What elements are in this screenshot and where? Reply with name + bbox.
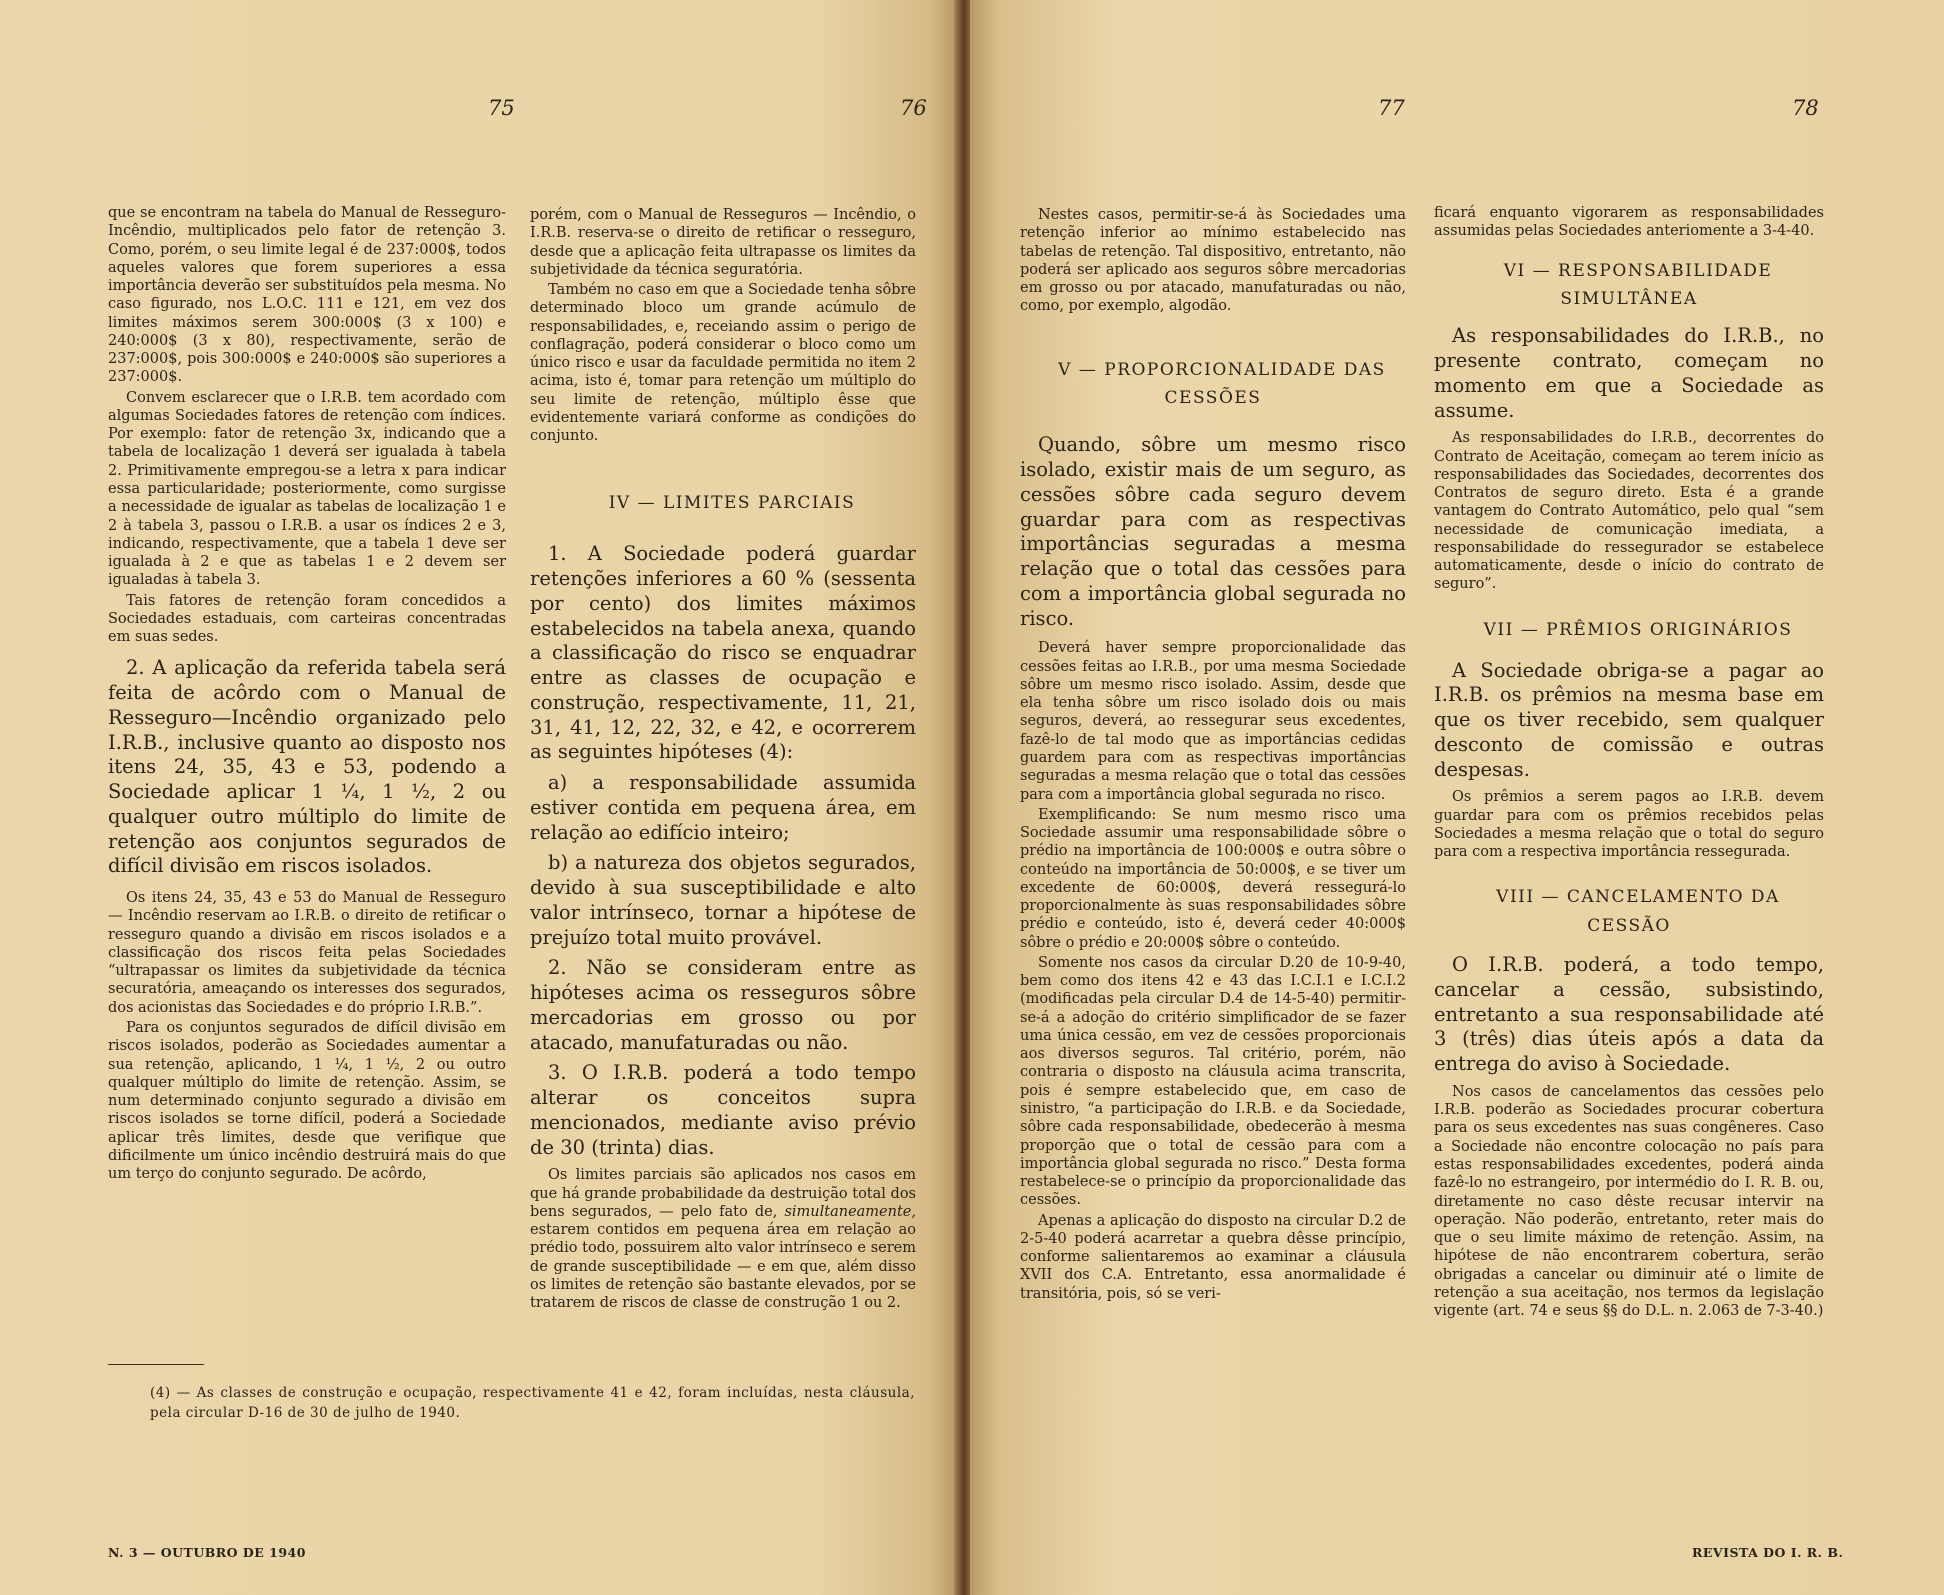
paragraph: Os itens 24, 35, 43 e 53 do Manual de Resseguro — Incêndio reservam ao I.R.B. o direito de retificar o resseguro quando a divisão em riscos isolados e a classificação dos riscos feita pelas Sociedades “ultrapassar os limites da subjetividade da técnica securatória, ameaçando os interesses dos segurados, dos acionistas das Sociedades e do próprio I.R.B.”. <box>108 890 506 1016</box>
footnote: (4) — As classes de construção e ocupação, respectivamente 41 e 42, foram incluídas, nesta cláusula, pela circular D-16 de 30 de julho de 1940. <box>150 1385 915 1421</box>
paragraph-main: 2. Não se consideram entre as hipóteses acima os resseguros sôbre mercadorias em grosso ou por atacado, manufaturadas ou não. <box>530 956 916 1054</box>
paragraph: Tais fatores de retenção foram concedidos a Sociedades estaduais, com carteiras concentradas em suas sedes. <box>108 592 506 646</box>
page-number-75: 75 <box>488 96 515 120</box>
paragraph: Para os conjuntos segurados de difícil divisão em riscos isolados, poderão as Sociedades aumentar a sua retenção, aplicando, 1 ¼, 1 ½, 2 ou outro qualquer múltiplo do limite de retenção. Assim, se num determinado conjunto segurado a divisão em riscos isolados se torne difícil, poderá a Sociedade aplicar três limites, desde que verifique que dificilmente um único incêndio destruirá mais do que um terço do conjunto segurado. De acôrdo, <box>108 1019 506 1183</box>
paragraph-main: 1. A Sociedade poderá guardar retenções inferiores a 60 % (sessenta por cento) dos limites máximos estabelecidos na tabela anexa, quando a classificação do risco se enquadrar entre as classes de ocupação e construção, respectivamente, 11, 21, 31, 41, 12, 22, 32, e 42, e ocorrerem as seguintes hipóteses (4): <box>530 542 916 764</box>
column-page-76 <box>530 206 916 1314</box>
column-page-77 <box>1020 206 1406 1305</box>
paragraph: Nos casos de cancelamentos das cessões pelo I.R.B. poderão as Sociedades procurar cobertura para os seus excedentes nas suas congêneres. Caso a Sociedade não encontre colocação no país para estas responsabilidades excedentes, poderá ainda fazê-lo no estrangeiro, por intermédio do I. R. B. ou, diretamente no caso dêste recusar intervir na operação. Não poderão, entretanto, reter mais do que o seu limite máximo de retenção. Assim, na hipótese de não encontrarem cobertura, serão obrigadas a cancelar ou diminuir até o limite de retenção a sua aceitação, nos termos da legislação vigente (art. 74 e seus §§ do D.L. n. 2.063 de 7-3-40.) <box>1434 1083 1824 1320</box>
footnote-rule <box>108 1364 204 1365</box>
running-footer-left: N. 3 — OUTUBRO DE 1940 <box>108 1545 306 1560</box>
paragraph-main: 3. O I.R.B. poderá a todo tempo alterar os conceitos supra mencionados, mediante aviso prévio de 30 (trinta) dias. <box>530 1061 916 1159</box>
section-heading-vi: VI — RESPONSABILIDADE SIMULTÂNEA <box>1503 260 1773 310</box>
column-page-78 <box>1434 204 1824 1322</box>
section-heading-viii: VIII — CANCELAMENTO DA CESSÃO <box>1496 887 1780 937</box>
page-number-78: 78 <box>1792 96 1819 120</box>
paragraph: Também no caso em que a Sociedade tenha sôbre determinado bloco um grande acúmulo de responsabilidades, e, receiando assim o perigo de conflagração, poderá considerar o bloco como um único risco e usar da faculdade permitida no item 2 acima, isto é, tomar para retenção um múltiplo do seu limite de retenção, múltiplo êsse que evidentemente variará conforme as condições do conjunto. <box>530 282 916 445</box>
paragraph: Os prêmios a serem pagos ao I.R.B. devem guardar para com os prêmios recebidos pelas Sociedades a mesma relação que o total do seguro para com a respectiva importância ressegurada. <box>1434 789 1824 861</box>
paragraph: porém, com o Manual de Resseguros — Incêndio, o I.R.B. reserva-se o direito de retificar o resseguro, desde que a aplicação feita ultrapasse os limites da subjetividade da técnica seguratória. <box>530 207 916 278</box>
paragraph: Somente nos casos da circular D.20 de 10-9-40, bem como dos itens 42 e 43 das I.C.I.1 e I.C.I.2 (modificadas pela circular D.4 de 14-5-40) permitir-se-á a adoção do critério simplificador de se fazer uma única cessão, em vez de cessões proporcionais aos diversos seguros. Tal critério, porém, não contraria o disposto na cláusula acima transcrita, pois é sempre estabelecido que, em caso de sinistro, “a participação do I.R.B. e da Sociedade, sôbre cada responsabilidade, obedecerão à mesma proporção que o total de cessão para com a importância global segurada no risco.” Desta forma restabelece-se o princípio da proporcionalidade das cessões. <box>1020 954 1406 1209</box>
running-footer-right: REVISTA DO I. R. B. <box>1692 1545 1844 1560</box>
paragraph-main: A Sociedade obriga-se a pagar ao I.R.B. os prêmios na mesma base em que os tiver recebido, sem qualquer desconto de comissão e outras despesas. <box>1434 658 1824 781</box>
text-run: Os limites parciais são aplicados nos casos em que há grande probabilidade da destruição total dos bens segurados, — pelo fato de, <box>530 1167 916 1220</box>
paragraph: Convem esclarecer que o I.R.B. tem acordado com algumas Sociedades fatores de retenção com índices. Por exemplo: fator de retenção 3x, indicando que a tabela de localização 1 deverá ser igualada à tabela 2. Primitivamente empregou-se a letra x para indicar essa particularidade; posteriormente, como surgisse a necessidade de igualar as tabelas de localização 1 e 2 à tabela 3, passou o I.R.B. a usar os índices 2 e 3, indicando, respectivamente, que a tabela 1 deve ser igualada à 2 e que as tabelas 1 e 2 devem ser igualadas à tabela 3. <box>108 389 506 589</box>
paragraph-main: Quando, sôbre um mesmo risco isolado, existir mais de um seguro, as cessões sôbre cada seguro devem guardar para com as respectivas importâncias seguradas a mesma relação que o total das cessões para com a importância global segurada no risco. <box>1020 433 1406 630</box>
right-page <box>970 0 1944 1595</box>
paragraph-main: 2. A aplicação da referida tabela será feita de acôrdo com o Manual de Resseguro—Incêndio organizado pelo I.R.B., inclusive quanto ao disposto nos itens 24, 35, 43 e 53, podendo a Sociedade aplicar 1 ¼, 1 ½, 2 ou qualquer outro múltiplo do limite de retenção aos conjuntos segurados de difícil divisão em riscos isolados. <box>108 656 506 878</box>
paragraph-main: a) a responsabilidade assumida estiver contida em pequena área, em relação ao edifício inteiro; <box>530 771 916 844</box>
section-heading-vii: VII — PRÊMIOS ORIGINÁRIOS <box>1483 619 1793 640</box>
paragraph: Nestes casos, permitir-se-á às Sociedades uma retenção inferior ao mínimo estabelecido nas tabelas de retenção. Tal dispositivo, entretanto, não poderá ser aplicado aos seguros sôbre mercadorias em grosso ou por atacado, manufaturadas ou não, como, por exemplo, algodão. <box>1020 207 1406 315</box>
text-run-italic: simultaneamente, <box>784 1203 916 1220</box>
section-heading-v: V — PROPORCIONALIDADE DAS CESSÕES <box>1058 359 1386 409</box>
paragraph: que se encontram na tabela do Manual de Resseguro-Incêndio, multiplicados pelo fator de retenção 3. Como, porém, o seu limite legal é de 237:000$, todos aqueles valores que forem superiores a essa importância deverão ser substituídos pela mesma. No caso figurado, nos L.O.C. 111 e 121, em vez dos limites máximos serem 300:000$ (3 x 100) e 240:000$ (3 x 80), respectivamente, serão de 237:000$, pois 300:000$ e 240:000$ são superiores a 237:000$. <box>108 205 506 386</box>
paragraph: Deverá haver sempre proporcionalidade das cessões feitas ao I.R.B., por uma mesma Sociedade sôbre um mesmo risco isolado. Assim, desde que ela tenha sôbre um risco isolado dois ou mais seguros, deverá, ao ressegurar seus excedentes, fazê-lo de tal modo que as importâncias cedidas guardem para com as respectivas importâncias seguradas a mesma relação que o total das cessões para com a importância global segurada no risco. <box>1020 640 1406 803</box>
paragraph <box>530 1166 916 1312</box>
text-run: estarem contidos em pequena área em relação ao prédio todo, possuirem alto valor intrínseco e serem de grande susceptibilidade — e em que, além disso os limites de retenção são bastante elevados, por se tratarem de riscos de classe de construção 1 ou 2. <box>530 1222 916 1312</box>
paragraph: Apenas a aplicação do disposto na circular D.2 de 2-5-40 poderá acarretar a quebra dêsse princípio, conforme salientaremos ao examinar a cláusula XVII dos C.A. Entretanto, essa anormalidade é transitória, pois, só se veri- <box>1020 1212 1406 1302</box>
paragraph: ficará enquanto vigorarem as responsabilidades assumidas pelas Sociedades anteriomente a 3-4-40. <box>1434 205 1824 240</box>
column-page-75 <box>108 204 506 1185</box>
section-heading-iv: IV — LIMITES PARCIAIS <box>608 493 856 514</box>
left-page <box>0 0 958 1595</box>
page-number-77: 77 <box>1378 96 1405 120</box>
paragraph-main: As responsabilidades do I.R.B., no presente contrato, começam no momento em que a Sociedade as assume. <box>1434 324 1824 422</box>
paragraph: As responsabilidades do I.R.B., decorrentes do Contrato de Aceitação, começam ao terem início as responsabilidades das Sociedades, decorrentes dos Contratos de seguro direto. Esta é a grande vantagem do Contrato Automático, pelo qual “sem necessidade de comunicação imediata, a responsabilidade do ressegurador se estabelece automaticamente, desde o início do contrato de seguro”. <box>1434 430 1824 593</box>
paragraph-main: b) a natureza dos objetos segurados, devido à sua susceptibilidade e alto valor intrínseco, tornar a hipótese de prejuízo total muito provável. <box>530 851 916 949</box>
paragraph: Exemplificando: Se num mesmo risco uma Sociedade assumir uma responsabilidade sôbre o prédio na importância de 100:000$ e outra sôbre o conteúdo na importância de 50:000$, e se tiver um excedente de 60:000$, deverá ressegurá-lo proporcionalmente às suas responsabilidades sôbre prédio e conteúdo, isto é, deverá ceder 40:000$ sôbre o prédio e 20:000$ sôbre o conteúdo. <box>1020 806 1406 951</box>
page-number-76: 76 <box>900 96 927 120</box>
paragraph-main: O I.R.B. poderá, a todo tempo, cancelar a cessão, subsistindo, entretanto a sua responsabilidade até 3 (três) dias úteis após a data da entrega do aviso à Sociedade. <box>1434 953 1824 1076</box>
